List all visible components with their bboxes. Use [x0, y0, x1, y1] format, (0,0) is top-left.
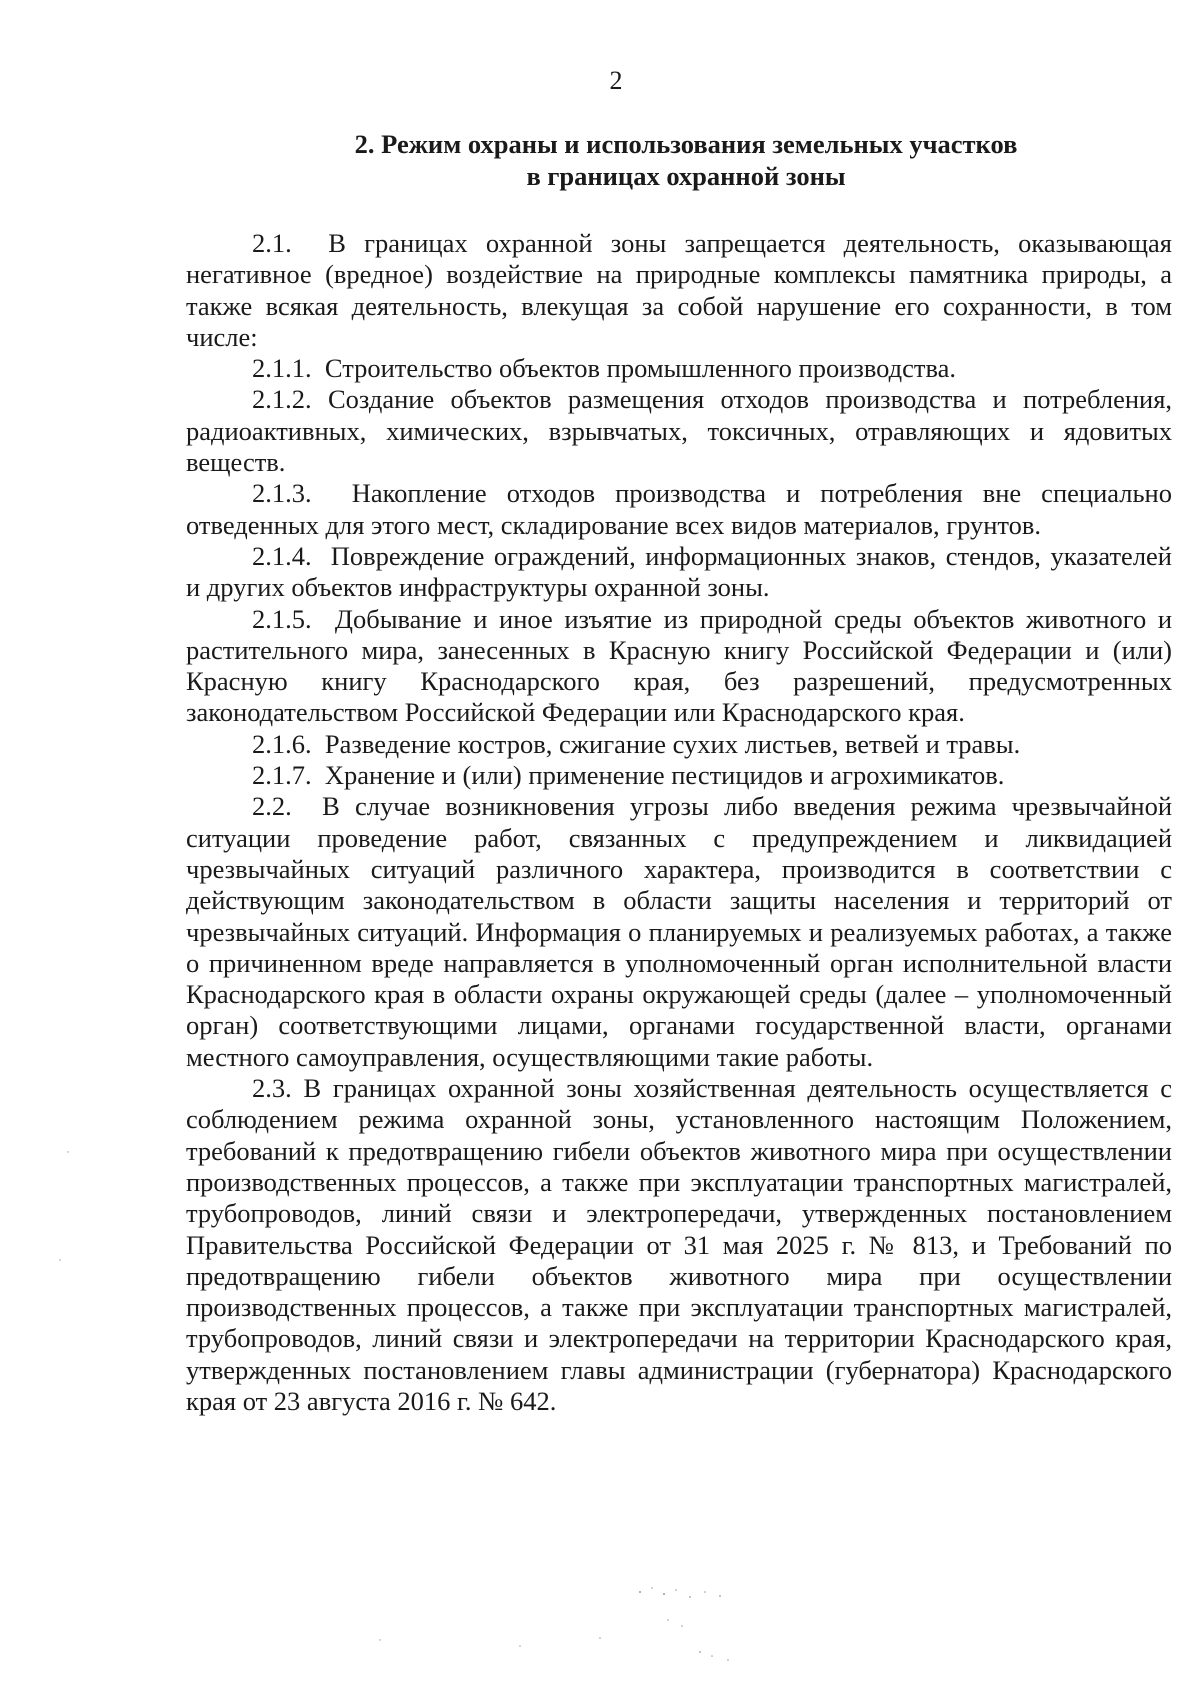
paragraph-2-1-6: [186, 729, 1172, 760]
page-number: 2: [609, 66, 623, 95]
paragraph-text: Строительство объектов промышленного производства.: [324, 353, 957, 384]
section-heading: [186, 128, 1186, 192]
paragraph-2-1-1: [186, 353, 1172, 384]
section-heading-line-2: в границах охранной зоны: [526, 161, 846, 191]
paragraph-2-1-7: [186, 760, 1172, 791]
paragraph-number: 2.2.: [252, 791, 292, 822]
paragraph-number: 2.1.7.: [252, 760, 312, 791]
paragraph-number: 2.1.2.: [252, 384, 312, 415]
paragraph-text: Добывание и иное изъятие из природной среды объектов животного и растительного мира, занесенных в Красную книгу Российской Федерации и (или) Красную книгу Краснодарского края, без разрешений, предусмотренных законодательством Российской Федерации или Краснодарского края.: [186, 603, 1173, 728]
paragraph-number: 2.1.5.: [252, 603, 312, 634]
paragraph-number: 2.1.4.: [252, 540, 312, 571]
paragraph-2-2: [186, 791, 1172, 1073]
paragraph-text: Разведение костров, сжигание сухих листьев, ветвей и травы.: [324, 728, 1021, 759]
paragraph-2-1-3: [186, 478, 1172, 541]
paragraph-text: В границах охранной зоны хозяйственная деятельность осуществляется с соблюдением режима охранной зоны, установленного настоящим Положением, требований к предотвращению гибели объектов животного мира при осуществлении производственных процессов, а также при эксплуатации транспортных магистралей, трубопроводов, линий связи и электропередачи, утвержденных постановлением Правительства Российской Федерации от 31 мая 2025 г. № 813, и Требований по предотвращению гибели объектов животного мира при осуществлении производственных процессов, а также при эксплуатации транспортных магистралей, трубопроводов, линий связи и электропередачи на территории Краснодарского края, утвержденных постановлением главы администрации (губернатора) Краснодарского края от 23 августа 2016 г. № 642.: [186, 1073, 1173, 1416]
paragraph-text: В границах охранной зоны запрещается деятельность, оказывающая негативное (вредное) воздействие на природные комплексы памятника природы, а также всякая деятельность, влекущая за собой нарушение его сохранности, в том числе:: [186, 228, 1172, 352]
paragraph-text: Создание объектов размещения отходов производства и потребления, радиоактивных, химических, взрывчатых, токсичных, отравляющих и ядовитых веществ.: [186, 384, 1173, 478]
paragraph-text: Повреждение ограждений, информационных знаков, стендов, указателей и других объектов инфраструктуры охранной зоны.: [186, 540, 1172, 603]
paragraph-2-3: [186, 1073, 1172, 1417]
paragraph-2-1-5: [186, 604, 1172, 729]
paragraph-text: Накопление отходов производства и потребления вне специально отведенных для этого мест, складирование всех видов материалов, грунтов.: [186, 478, 1172, 540]
paragraph-2-1: [186, 228, 1172, 353]
paragraph-2-1-2: [186, 384, 1172, 478]
paragraph-number: 2.1.6.: [252, 728, 312, 759]
paragraph-number: 2.1.1.: [252, 353, 312, 384]
paragraph-text: Хранение и (или) применение пестицидов и агрохимикатов.: [324, 760, 1005, 791]
paragraph-number: 2.3.: [252, 1073, 292, 1104]
document-body: [186, 228, 1172, 1417]
paragraph-text: В случае возникновения угрозы либо введения режима чрезвычайной ситуации проведение работ, связанных с предупреждением и ликвидацией чрезвычайных ситуаций различного характера, производится в соответствии с действующим законодательством в области защиты населения и территорий от чрезвычайных ситуаций. Информация о планируемых и реализуемых работах, а также о причиненном вреде направляется в уполномоченный орган исполнительной власти Краснодарского края в области охраны окружающей среды (далее – уполномоченный орган) соответствующими лицами, органами государственной власти, органами местного самоуправления, осуществляющими такие работы.: [186, 791, 1173, 1072]
section-heading-line-1: 2. Режим охраны и использования земельных участков: [354, 129, 1018, 159]
paragraph-number: 2.1.3.: [252, 478, 312, 509]
paragraph-2-1-4: [186, 541, 1172, 604]
paragraph-number: 2.1.: [252, 228, 292, 258]
